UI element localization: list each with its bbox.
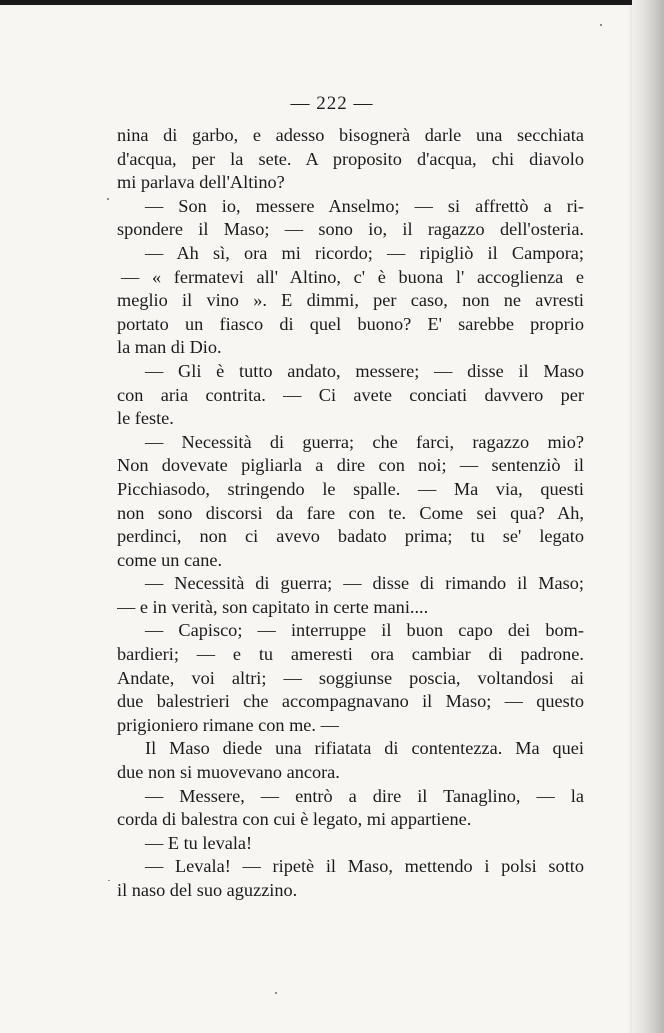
print-speck xyxy=(275,992,277,994)
text-line: non sono discorsi da fare con te. Come sei qua? Ah, xyxy=(117,502,584,523)
text-line: — Capisco; — interruppe il buon capo dei bom- xyxy=(145,620,584,641)
text-line: Il Maso diede una rifiatata di contentezza. Ma quei xyxy=(145,738,584,759)
text-line: portato un fiasco di quel buono? E' sarebbe proprio xyxy=(117,313,584,334)
text-line: spondere il Maso; — sono io, il ragazzo dell'osteria. xyxy=(117,219,584,240)
text-line: due non si muovevano ancora. xyxy=(117,762,340,783)
scan-top-edge xyxy=(0,0,664,5)
text-line: — « fermatevi all' Altino, c' è buona l' accoglienza e xyxy=(121,266,584,287)
print-speck xyxy=(107,198,109,200)
text-line: due balestrieri che accompagnavano il Maso; — questo xyxy=(117,691,584,712)
text-line: le feste. xyxy=(117,408,174,429)
text-line: meglio il vino ». E dimmi, per caso, non ne avresti xyxy=(117,290,584,311)
text-line: — Gli è tutto andato, messere; — disse il Maso xyxy=(145,360,584,381)
text-line: con aria contrita. — Ci avete conciati davvero per xyxy=(117,384,584,405)
text-line: perdinci, non ci avevo badato prima; tu se' legato xyxy=(117,526,584,547)
text-line: — Son io, messere Anselmo; — si affrettò a ri- xyxy=(145,195,584,216)
text-line: la man di Dio. xyxy=(117,337,222,358)
text-line: — Necessità di guerra; — disse di rimando il Maso; xyxy=(145,573,584,594)
print-speck xyxy=(600,24,602,26)
print-speck xyxy=(108,880,110,881)
text-line: — E tu levala! xyxy=(145,832,253,853)
text-line: corda di balestra con cui è legato, mi appartiene. xyxy=(117,809,472,830)
text-line: — e in verità, son capitato in certe mani.... xyxy=(117,596,429,617)
text-line: — Levala! — ripetè il Maso, mettendo i polsi sotto xyxy=(145,856,584,877)
text-line: mi parlava dell'Altino? xyxy=(117,172,285,193)
text-line: d'acqua, per la sete. A proposito d'acqua, chi diavolo xyxy=(117,148,584,169)
text-line: Picchiasodo, stringendo le spalle. — Ma via, questi xyxy=(117,478,584,499)
text-line: Non dovevate pigliarla a dire con noi; — sentenziò il xyxy=(117,455,584,476)
text-line: prigioniero rimane con me. — xyxy=(117,714,339,735)
text-line: il naso del suo aguzzino. xyxy=(117,880,298,900)
text-line: — Ah sì, ora mi ricordo; — ripigliò il Campora; xyxy=(145,242,584,263)
text-line: come un cane. xyxy=(117,549,223,570)
body-text xyxy=(117,124,584,903)
text-line: — Necessità di guerra; che farci, ragazzo mio? xyxy=(145,431,584,452)
text-line: Andate, voi altri; — soggiunse poscia, voltandosi ai xyxy=(117,667,584,688)
text-line: nina di garbo, e adesso bisognerà darle una secchiata xyxy=(117,125,584,145)
text-line: — Messere, — entrò a dire il Tanaglino, — la xyxy=(145,785,584,806)
text-line: bardieri; — e tu ameresti ora cambiar di padrone. xyxy=(117,644,584,665)
page-number: — 222 — xyxy=(290,93,374,114)
page-edge xyxy=(632,0,664,1033)
